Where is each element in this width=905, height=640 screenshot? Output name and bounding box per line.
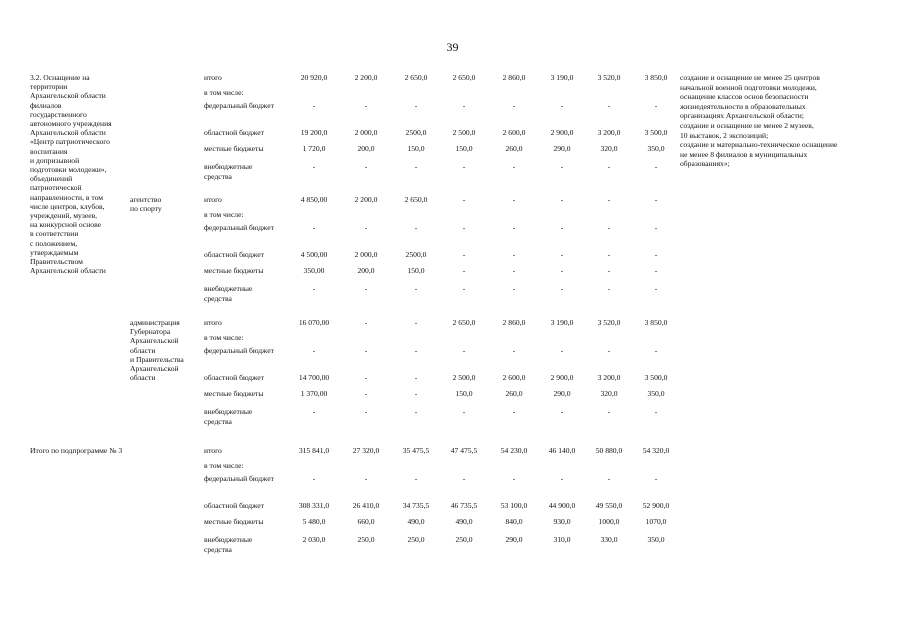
group-title: Итого по подпрограмме № 3 <box>30 446 123 455</box>
table-cell: - <box>462 162 466 171</box>
table-cell: - <box>560 223 564 232</box>
result-line: образованиях»; <box>680 159 730 169</box>
table-cell: - <box>364 223 368 232</box>
table-cell: - <box>607 223 611 232</box>
activity-line: числе центров, клубов, <box>30 201 105 211</box>
row-label: в том числе: <box>204 333 244 342</box>
table-cell: 350,0 <box>647 535 665 544</box>
table-cell: 2 030,0 <box>302 535 326 544</box>
responsible-line: и Правительства <box>130 354 184 364</box>
activity-line: объединений <box>30 174 73 184</box>
table-cell: 3 500,0 <box>644 373 668 382</box>
table-cell: 2 900,0 <box>550 373 574 382</box>
table-cell: - <box>414 284 418 293</box>
result-line: создание и оснащение не менее 2 музеев, <box>680 120 814 130</box>
table-cell: 840,0 <box>505 517 523 526</box>
page-number: 39 <box>446 40 459 54</box>
responsible-executor <box>130 318 202 382</box>
row-label: местные бюджеты <box>204 517 264 526</box>
table-cell: 46 140,0 <box>548 446 576 455</box>
table-cell: 44 900,0 <box>548 501 576 510</box>
table-cell: - <box>607 266 611 275</box>
table-cell: 330,0 <box>600 535 618 544</box>
activity-line: с положением, <box>30 238 78 248</box>
activity-line: Архангельской области <box>30 266 106 276</box>
table-cell: - <box>414 389 418 398</box>
table-cell: - <box>560 284 564 293</box>
table-cell: 1 720,0 <box>302 144 326 153</box>
table-cell: 250,0 <box>357 535 375 544</box>
table-cell: 3 190,0 <box>550 73 574 82</box>
row-label: федеральный бюджет <box>204 346 274 355</box>
responsible-line: по спорту <box>130 204 162 214</box>
table-cell: 2 860,0 <box>502 73 526 82</box>
table-cell: 20 920,0 <box>300 73 328 82</box>
table-cell: 2 650,0 <box>404 73 428 82</box>
table-cell: - <box>607 195 611 204</box>
row-label: федеральный бюджет <box>204 101 274 110</box>
row-label: областной бюджет <box>204 128 264 137</box>
table-cell: - <box>560 474 564 483</box>
table-cell: - <box>560 346 564 355</box>
table-cell: - <box>364 318 368 327</box>
row-label: внебюджетные средства <box>204 284 253 303</box>
table-cell: 290,0 <box>553 389 571 398</box>
table-cell: - <box>560 407 564 416</box>
table-cell: - <box>512 346 516 355</box>
table-cell: 50 880,0 <box>595 446 623 455</box>
table-cell: 250,0 <box>455 535 473 544</box>
row-label: областной бюджет <box>204 373 264 382</box>
row-label: внебюджетные средства <box>204 162 253 181</box>
table-cell: - <box>512 101 516 110</box>
table-cell: - <box>312 223 316 232</box>
table-cell: 290,0 <box>505 535 523 544</box>
table-cell: 660,0 <box>357 517 375 526</box>
table-cell: 2 000,0 <box>354 250 378 259</box>
table-cell: - <box>512 284 516 293</box>
table-cell: 350,0 <box>647 144 665 153</box>
table-cell: 1070,0 <box>645 517 667 526</box>
activity-line: в соответствии <box>30 229 79 239</box>
table-cell: - <box>512 223 516 232</box>
table-cell: - <box>414 373 418 382</box>
table-cell: - <box>462 101 466 110</box>
table-cell: - <box>560 195 564 204</box>
table-cell: 5 480,0 <box>302 517 326 526</box>
responsible-line: Архангельской <box>130 336 179 346</box>
table-cell: 26 410,0 <box>352 501 380 510</box>
activity-line: автономного учреждения <box>30 119 112 129</box>
table-cell: 308 331,0 <box>298 501 330 510</box>
activity-line: утверждаемым <box>30 247 79 257</box>
table-cell: - <box>512 195 516 204</box>
row-label: областной бюджет <box>204 501 264 510</box>
table-cell: - <box>462 223 466 232</box>
table-cell: 16 070,00 <box>298 318 330 327</box>
table-cell: - <box>414 162 418 171</box>
activity-line: учреждений, музеев, <box>30 211 98 221</box>
responsible-line: администрация <box>130 318 180 327</box>
table-cell: 200,0 <box>357 266 375 275</box>
table-cell: 350,00 <box>303 266 325 275</box>
table-cell: - <box>654 223 658 232</box>
activity-line: Правительством <box>30 257 83 267</box>
table-cell: - <box>462 346 466 355</box>
expected-results <box>680 73 880 169</box>
result-line: не менее 8 филиалов в муниципальных <box>680 149 808 159</box>
table-cell: - <box>462 250 466 259</box>
table-cell: 2500,0 <box>405 128 427 137</box>
table-cell: - <box>654 250 658 259</box>
table-cell: - <box>654 474 658 483</box>
table-cell: - <box>312 162 316 171</box>
table-cell: 2 650,0 <box>452 318 476 327</box>
result-line: жизнедеятельности в образовательных <box>680 101 806 111</box>
table-cell: 52 900,0 <box>642 501 670 510</box>
table-cell: 47 475,5 <box>450 446 478 455</box>
table-cell: - <box>607 162 611 171</box>
row-label: в том числе: <box>204 461 244 470</box>
table-cell: - <box>364 389 368 398</box>
responsible-executor <box>130 195 202 213</box>
activity-line: воспитания <box>30 146 68 156</box>
table-cell: - <box>654 195 658 204</box>
table-cell: 2 200,0 <box>354 73 378 82</box>
table-cell: - <box>512 162 516 171</box>
table-cell: - <box>560 266 564 275</box>
row-label: в том числе: <box>204 88 244 97</box>
table-cell: - <box>364 407 368 416</box>
table-cell: - <box>654 266 658 275</box>
table-cell: 3 200,0 <box>597 128 621 137</box>
table-cell: - <box>462 407 466 416</box>
table-cell: - <box>607 346 611 355</box>
activity-line: 3.2. Оснащение на <box>30 73 90 82</box>
result-line: создание и материально-техническое оснащение <box>680 140 838 150</box>
row-label: внебюджетные средства <box>204 535 253 554</box>
table-cell: 35 475,5 <box>402 446 430 455</box>
table-cell: - <box>512 266 516 275</box>
table-cell: 350,0 <box>647 389 665 398</box>
table-cell: 3 850,0 <box>644 73 668 82</box>
row-label: местные бюджеты <box>204 389 264 398</box>
activity-line: Архангельской области <box>30 91 106 101</box>
table-cell: - <box>654 162 658 171</box>
table-cell: - <box>414 223 418 232</box>
table-cell: - <box>414 474 418 483</box>
result-line: создание и оснащение не менее 25 центров <box>680 73 820 82</box>
table-cell: 2 650,0 <box>452 73 476 82</box>
table-cell: - <box>654 407 658 416</box>
table-cell: 150,0 <box>455 144 473 153</box>
table-cell: 320,0 <box>600 144 618 153</box>
table-cell: 1 370,00 <box>300 389 328 398</box>
row-label: внебюджетные средства <box>204 407 253 426</box>
activity-line: территории <box>30 82 68 92</box>
table-cell: - <box>654 101 658 110</box>
row-label: местные бюджеты <box>204 266 264 275</box>
table-cell: 54 320,0 <box>642 446 670 455</box>
activity-line: и допризывной <box>30 155 80 165</box>
table-cell: 54 230,0 <box>500 446 528 455</box>
table-cell: 2 000,0 <box>354 128 378 137</box>
table-cell: 3 200,0 <box>597 373 621 382</box>
table-cell: 49 550,0 <box>595 501 623 510</box>
table-cell: 2 500,0 <box>452 373 476 382</box>
table-cell: - <box>364 474 368 483</box>
result-line: 10 выставок, 2 экспозиций; <box>680 130 769 140</box>
activity-line: на конкурсной основе <box>30 220 101 230</box>
table-cell: - <box>312 346 316 355</box>
table-cell: - <box>607 474 611 483</box>
table-cell: 150,0 <box>455 389 473 398</box>
table-cell: - <box>312 407 316 416</box>
activity-line: Архангельской области <box>30 128 106 138</box>
table-cell: - <box>560 101 564 110</box>
responsible-line: области <box>130 345 156 355</box>
table-cell: 320,0 <box>600 389 618 398</box>
table-cell: - <box>462 266 466 275</box>
row-label: в том числе: <box>204 210 244 219</box>
activity-line: направленности, в том <box>30 192 104 202</box>
table-cell: 2 500,0 <box>452 128 476 137</box>
table-cell: - <box>364 373 368 382</box>
table-cell: 46 735,5 <box>450 501 478 510</box>
table-cell: - <box>512 250 516 259</box>
result-line: организациях Архангельской области; <box>680 111 804 121</box>
table-cell: - <box>312 474 316 483</box>
table-cell: 3 190,0 <box>550 318 574 327</box>
table-cell: 4 500,00 <box>300 250 328 259</box>
activity-line: «Центр патриотического <box>30 137 110 147</box>
result-line: оснащение классов основ безопасности <box>680 92 809 102</box>
table-cell: 310,0 <box>553 535 571 544</box>
table-cell: 200,0 <box>357 144 375 153</box>
table-cell: 4 850,00 <box>300 195 328 204</box>
table-cell: 260,0 <box>505 144 523 153</box>
table-cell: 14 700,00 <box>298 373 330 382</box>
table-cell: 2 200,0 <box>354 195 378 204</box>
table-cell: 3 520,0 <box>597 73 621 82</box>
table-cell: 930,0 <box>553 517 571 526</box>
table-cell: 2 900,0 <box>550 128 574 137</box>
table-cell: - <box>364 162 368 171</box>
table-cell: 3 500,0 <box>644 128 668 137</box>
table-cell: - <box>414 101 418 110</box>
table-cell: 490,0 <box>407 517 425 526</box>
activity-line: государственного <box>30 109 87 119</box>
row-label: итого <box>204 446 222 455</box>
row-label: областной бюджет <box>204 250 264 259</box>
table-cell: 34 735,5 <box>402 501 430 510</box>
row-label: местные бюджеты <box>204 144 264 153</box>
activity-line: филиалов <box>30 100 62 110</box>
table-cell: 290,0 <box>553 144 571 153</box>
table-cell: - <box>654 346 658 355</box>
table-cell: - <box>462 195 466 204</box>
activity-line: подготовки молодежи», <box>30 165 107 175</box>
table-cell: - <box>512 407 516 416</box>
row-label: итого <box>204 195 222 204</box>
table-cell: 2 600,0 <box>502 128 526 137</box>
responsible-line: Губернатора <box>130 327 171 337</box>
table-cell: 2500,0 <box>405 250 427 259</box>
table-cell: - <box>364 346 368 355</box>
row-label: итого <box>204 73 222 82</box>
responsible-line: агентство <box>130 195 162 204</box>
table-cell: 27 320,0 <box>352 446 380 455</box>
table-cell: 19 200,0 <box>300 128 328 137</box>
table-cell: - <box>462 474 466 483</box>
table-cell: - <box>462 284 466 293</box>
table-cell: 53 100,0 <box>500 501 528 510</box>
table-cell: - <box>414 346 418 355</box>
responsible-line: области <box>130 373 156 383</box>
table-cell: 150,0 <box>407 144 425 153</box>
table-cell: - <box>312 284 316 293</box>
table-cell: 250,0 <box>407 535 425 544</box>
table-cell: 2 860,0 <box>502 318 526 327</box>
table-cell: 1000,0 <box>598 517 620 526</box>
table-cell: - <box>312 101 316 110</box>
table-cell: 260,0 <box>505 389 523 398</box>
table-cell: - <box>607 250 611 259</box>
table-cell: - <box>414 318 418 327</box>
table-cell: 490,0 <box>455 517 473 526</box>
table-cell: 3 520,0 <box>597 318 621 327</box>
responsible-line: Архангельской <box>130 364 179 374</box>
activity-line: патриотической <box>30 183 82 193</box>
row-label: федеральный бюджет <box>204 223 274 232</box>
table-cell: - <box>560 250 564 259</box>
table-cell: - <box>607 284 611 293</box>
row-label: итого <box>204 318 222 327</box>
row-label: федеральный бюджет <box>204 474 274 483</box>
table-cell: - <box>414 407 418 416</box>
table-cell: 150,0 <box>407 266 425 275</box>
table-cell: - <box>512 474 516 483</box>
table-cell: 2 650,0 <box>404 195 428 204</box>
table-cell: - <box>654 284 658 293</box>
table-cell: - <box>607 407 611 416</box>
table-cell: 2 600,0 <box>502 373 526 382</box>
table-cell: 3 850,0 <box>644 318 668 327</box>
table-cell: - <box>364 101 368 110</box>
table-cell: - <box>607 101 611 110</box>
activity-description <box>30 73 130 275</box>
table-cell: - <box>364 284 368 293</box>
table-cell: 315 841,0 <box>298 446 330 455</box>
table-cell: - <box>560 162 564 171</box>
result-line: начальной военной подготовки молодежи, <box>680 82 817 92</box>
